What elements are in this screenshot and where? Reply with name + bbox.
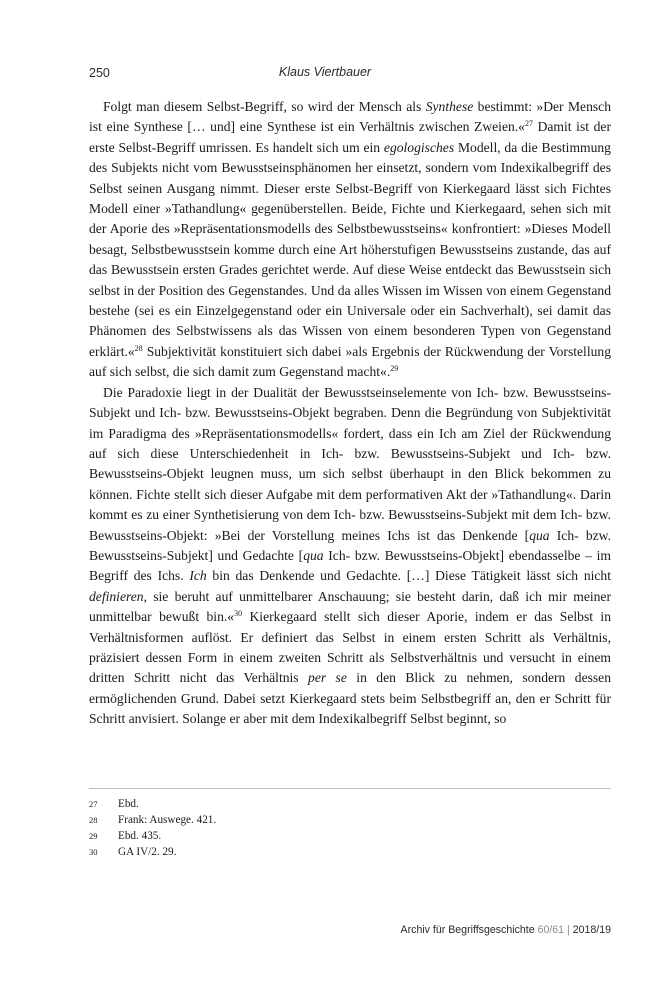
text-run: Subjektivität konstituiert sich dabei »als Ergebnis der Rückwendung der Vorstellung auf sich selbst, die sich damit zum Gegenstand macht«. — [89, 343, 611, 380]
text-run: Die Paradoxie liegt in der Dualität der Bewusstseinselemente von Ich- bzw. Bewusstseins-Subjekt und Ich- bzw. Bewusstseins-Objekt begraben. Denn die Begründung von Subjektivität im Paradigma des »Repräsentationsmodells« fordert, dass ein Ich am Ziel der Rückwendung auf sich diese Unterschiedenheit in Ich- bzw. Bewusstseins-Subjekt und Ich- bzw. Bewusstseins-Objekt leugnen muss, um sich selbst überhaupt in den Blick bekommen zu können. Fichte stellt sich dieser Aufgabe mit dem performativen Akt der »Tathandlung«. Darin kommt es zu einer Synthetisierung von dem Ich- bzw. Bewusstseins-Subjekt mit dem Ich- bzw. Bewusstseins-Objekt: »Bei der Vorstellung meines Ichs ist das Denkende [ — [89, 384, 611, 543]
footnote — [89, 812, 611, 828]
text-run: Ich- bzw. Bewusstseins-Objekt] ebendasselbe – im Begriff des Ichs. — [89, 547, 611, 584]
text-run: Ich- bzw. Bewusstseins-Subjekt] und Gedachte [ — [89, 527, 611, 563]
footnote-text: Ebd. — [118, 798, 139, 810]
text-run: Folgt man diesem Selbst-Begriff, so wird der Mensch als — [103, 99, 426, 114]
footnote-number: 30 — [89, 847, 98, 857]
page-number: 250 — [89, 66, 110, 80]
journal-footer — [401, 924, 611, 936]
italic-term: Synthese — [425, 99, 474, 114]
journal-title: Archiv für Begriffsgeschichte — [400, 924, 538, 936]
text-run: , sie beruht auf unmittelbarer Anschauung; sie besteht darin, daß ich mir meiner unmittelbar bewußt bin.« — [89, 588, 611, 625]
footnote-ref: 27 — [524, 119, 533, 129]
footnote-number: 29 — [89, 831, 98, 841]
footnote-ref: 29 — [390, 364, 399, 374]
footnote-text: GA IV/2. 29. — [118, 846, 177, 858]
footnote-ref: 30 — [234, 609, 243, 619]
footnote-text: Ebd. 435. — [118, 830, 162, 842]
footnote-divider — [89, 788, 611, 789]
italic-term: Ich — [189, 568, 207, 584]
italic-term: per se — [308, 670, 347, 686]
footnote — [89, 796, 611, 812]
text-run: Damit ist der erste Selbst-Begriff umrissen. Es handelt sich um ein — [89, 119, 611, 155]
text-run: in den Blick zu nehmen, sondern dessen ermöglichenden Grund. Dabei setzt Kierkegaard stets beim Selbstbegriff an, den er Schritt für Schritt anvisiert. Solange er aber mit dem Indexikalbegriff Selbst beginnt, so — [89, 670, 612, 727]
journal-volume: 60/61 — [537, 924, 565, 936]
italic-term: qua — [303, 547, 324, 563]
paragraph — [89, 97, 611, 383]
footnote — [89, 844, 611, 860]
italic-term: egologisches — [383, 139, 455, 155]
footnote-number: 27 — [89, 799, 98, 809]
journal-year: 2018/19 — [572, 924, 611, 936]
footer-separator: | — [564, 924, 573, 936]
footnote-text: Frank: Auswege. 421. — [118, 814, 217, 826]
footnote-ref: 28 — [134, 343, 143, 353]
italic-term: definieren — [89, 588, 144, 604]
text-run: Modell, da die Bestimmung des Subjekts nicht vom Bewusstseinsphänomen her einsetzt, sondern vom Indexikalbegriff des Selbst seinen Ausgang nimmt. Dieser erste Selbst-Begriff von Kierkegaard lässt sich Fichtes Modell einer »Tathandlung« gegenüberstellen. Beide, Fichte und Kierkegaard, sehen sich mit der Aporie des »Repräsentationsmodells des Selbstbewusstseins« konfrontiert: »Dieses Modell besagt, Selbstbewusstsein komme durch eine Art höherstufigen Bewusstseins zustande, das auf das Bewusstsein ersten Grades gerichtet werde. Auf diese Weise entdeckt das Bewusstsein sich selbst in der Position des Gegenstandes. Und da alles Wissen im Wissen von einem Gegenstand bestehe (sei es ein Einzelgegenstand oder ein Universale oder ein Sachverhalt), sei damit das Phänomen des Selbstwissens als das Wissen von einem besonderen Typen von Gegenstand erklärt.« — [89, 139, 611, 359]
footnote — [89, 828, 611, 844]
running-head-author: Klaus Viertbauer — [278, 65, 372, 79]
italic-term: qua — [529, 527, 550, 543]
paragraph — [89, 383, 611, 730]
text-run: bestimmt: »Der Mensch ist eine Synthese [… und] eine Synthese ist ein Verhältnis zwischen Zweien.« — [89, 99, 611, 135]
footnote-number: 28 — [89, 815, 98, 825]
footnotes — [89, 796, 611, 860]
body-text — [89, 97, 611, 730]
text-run: Kierkegaard stellt sich dieser Aporie, indem er das Selbst in Verhältnisformen auflöst. Er definiert das Selbst in einem ersten Schritt als Verhältnis, präzisiert dessen Form in einem zweiten Schritt als Selbstverhältnis und versucht in einem dritten Schritt nicht das Verhältnis — [89, 609, 612, 686]
text-run: bin das Denkende und Gedachte. […] Diese Tätigkeit lässt sich nicht — [206, 568, 611, 584]
